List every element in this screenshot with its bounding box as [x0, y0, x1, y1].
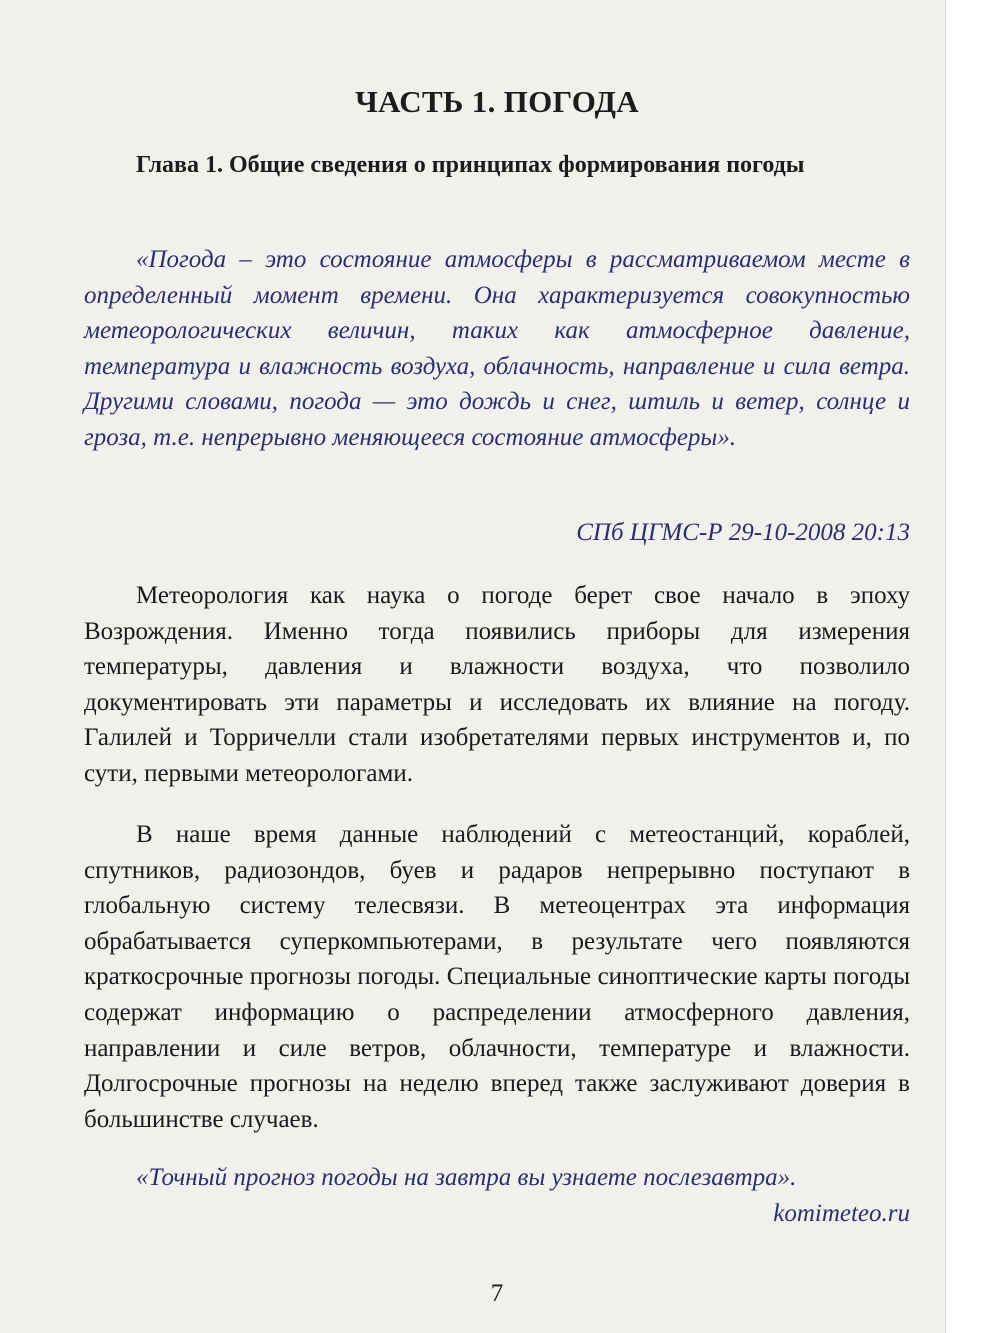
- chapter-title: Глава 1. Общие сведения о принципах формирования погоды: [136, 152, 805, 178]
- epigraph-quote: «Погода – это состояние атмосферы в рассматриваемом месте в определенный момент времени. Она характеризуется совокупностью метеорологических величин, таких как атмосферное давление, температура и влажность воздуха, облачность, направление и сила ветра. Другими словами, погода — это дождь и снег, штиль и ветер, солнце и гроза, т.е. непрерывно меняющееся состояние атмосферы».: [84, 246, 910, 451]
- scan-margin: [946, 0, 1000, 1333]
- page-number: 7: [490, 1280, 504, 1307]
- body-paragraph: Метеорология как наука о погоде берет свое начало в эпоху Возрождения. Именно тогда появились приборы для измерения температуры, давления и влажности воздуха, что позволило документировать эти параметры и исследовать их влияние на погоду. Галилей и Торричелли стали изобретателями первых инструментов и, по сути, первыми метеорологами.: [84, 582, 910, 787]
- closing-quote-source: komimeteo.ru: [773, 1200, 910, 1227]
- closing-quote: «Точный прогноз погоды на завтра вы узнаете послезавтра».: [136, 1164, 797, 1191]
- part-title: ЧАСТЬ 1. ПОГОДА: [355, 84, 639, 119]
- body-paragraph: В наше время данные наблюдений с метеостанций, кораблей, спутников, радиозондов, буев и радаров непрерывно поступают в глобальную систему телесвязи. В метеоцентрах эта информация обрабатывается суперкомпьютерами, в результате чего появляются краткосрочные прогнозы погоды. Специальные синоптические карты погоды содержат информацию о распределении атмосферного давления, направлении и силе ветров, облачности, температуре и влажности. Долгосрочные прогнозы на неделю вперед также заслуживают доверия в большинстве случаев.: [84, 821, 910, 1133]
- epigraph-source: СПб ЦГМС-Р 29-10-2008 20:13: [576, 519, 910, 546]
